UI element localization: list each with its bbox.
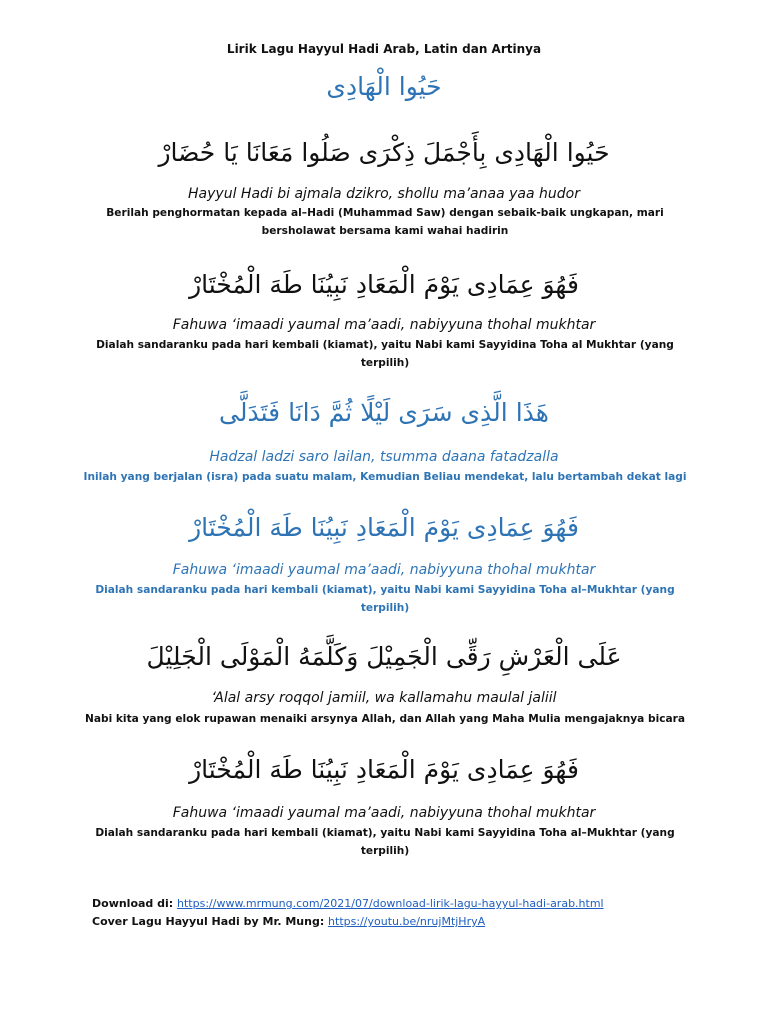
verse-2-latin: Fahuwa ‘imaadi yaumal ma’aadi, nabiyyuna thohal mukhtar [172,317,596,333]
verse-5-arabic: عَلَى الْعَرْشِ رَقِّى الْجَمِيْلَ وَكَلَّمَهُ الْمَوْلَى الْجَلِيْلَ [146,642,622,671]
verse-3-latin: Hadzal ladzi saro lailan, tsumma daana fatadzalla [209,449,559,465]
verse-6-translation: Dialah sandaranku pada hari kembali (kiamat), yaitu Nabi kami Sayyidina Toha al–Mukhtar (yang terpilih) [95,827,675,857]
download-label: Download di: [92,897,178,910]
cover-line [92,913,712,931]
document-title: Lirik Lagu Hayyul Hadi Arab, Latin dan Artinya [226,42,542,56]
cover-label: Cover Lagu Hayyul Hadi by Mr. Mung: [92,915,329,928]
verse-1-latin: Hayyul Hadi bi ajmala dzikro, shollu ma’anaa yaa hudor [188,186,580,202]
arabic-heading: حَيُوا الْهَادِى [326,72,442,101]
verse-4-latin: Fahuwa ‘imaadi yaumal ma’aadi, nabiyyuna thohal mukhtar [172,562,596,578]
verse-1-translation: Berilah penghormatan kepada al–Hadi (Muhammad Saw) dengan sebaik-baik ungkapan, mari bersholawat bersama kami wahai hadirin [106,207,664,237]
verse-6-latin: Fahuwa ‘imaadi yaumal ma’aadi, nabiyyuna thohal mukhtar [172,805,596,821]
download-link[interactable]: https://www.mrmung.com/2021/07/download-lirik-lagu-hayyul-hadi-arab.html [177,897,604,910]
cover-link[interactable]: https://youtu.be/nrujMtjHryA [328,915,486,928]
verse-4-translation: Dialah sandaranku pada hari kembali (kiamat), yaitu Nabi kami Sayyidina Toha al–Mukhtar (yang terpilih) [95,584,675,614]
verse-3-arabic: هَذَا الَّذِى سَرَى لَيْلًا ثُمَّ دَانَا فَتَدَلَّى [219,398,549,427]
download-line [92,895,712,913]
verse-4-arabic: فَهُوَ عِمَادِى يَوْمَ الْمَعَادِ نَبِيُنَا طَهَ الْمُخْتَارْ [189,513,579,542]
verse-5-translation: Nabi kita yang elok rupawan menaiki arsynya Allah, dan Allah yang Maha Mulia mengajaknya bicara [84,713,686,725]
verse-2-translation: Dialah sandaranku pada hari kembali (kiamat), yaitu Nabi kami Sayyidina Toha al Mukhtar (yang terpilih) [96,339,674,369]
verse-3-translation: Inilah yang berjalan (isra) pada suatu malam, Kemudian Beliau mendekat, lalu bertambah dekat lagi [83,471,687,483]
verse-1-arabic: حَيُوا الْهَادِى بِأَجْمَلَ ذِكْرَى صَلُوا مَعَانَا يَا حُضَارْ [158,138,610,167]
verse-6-arabic: فَهُوَ عِمَادِى يَوْمَ الْمَعَادِ نَبِيُنَا طَهَ الْمُخْتَارْ [189,755,579,784]
verse-2-arabic: فَهُوَ عِمَادِى يَوْمَ الْمَعَادِ نَبِيُنَا طَهَ الْمُخْتَارْ [189,270,579,299]
verse-5-latin: ‘Alal arsy roqqol jamiil, wa kallamahu maulal jaliil [211,690,557,706]
